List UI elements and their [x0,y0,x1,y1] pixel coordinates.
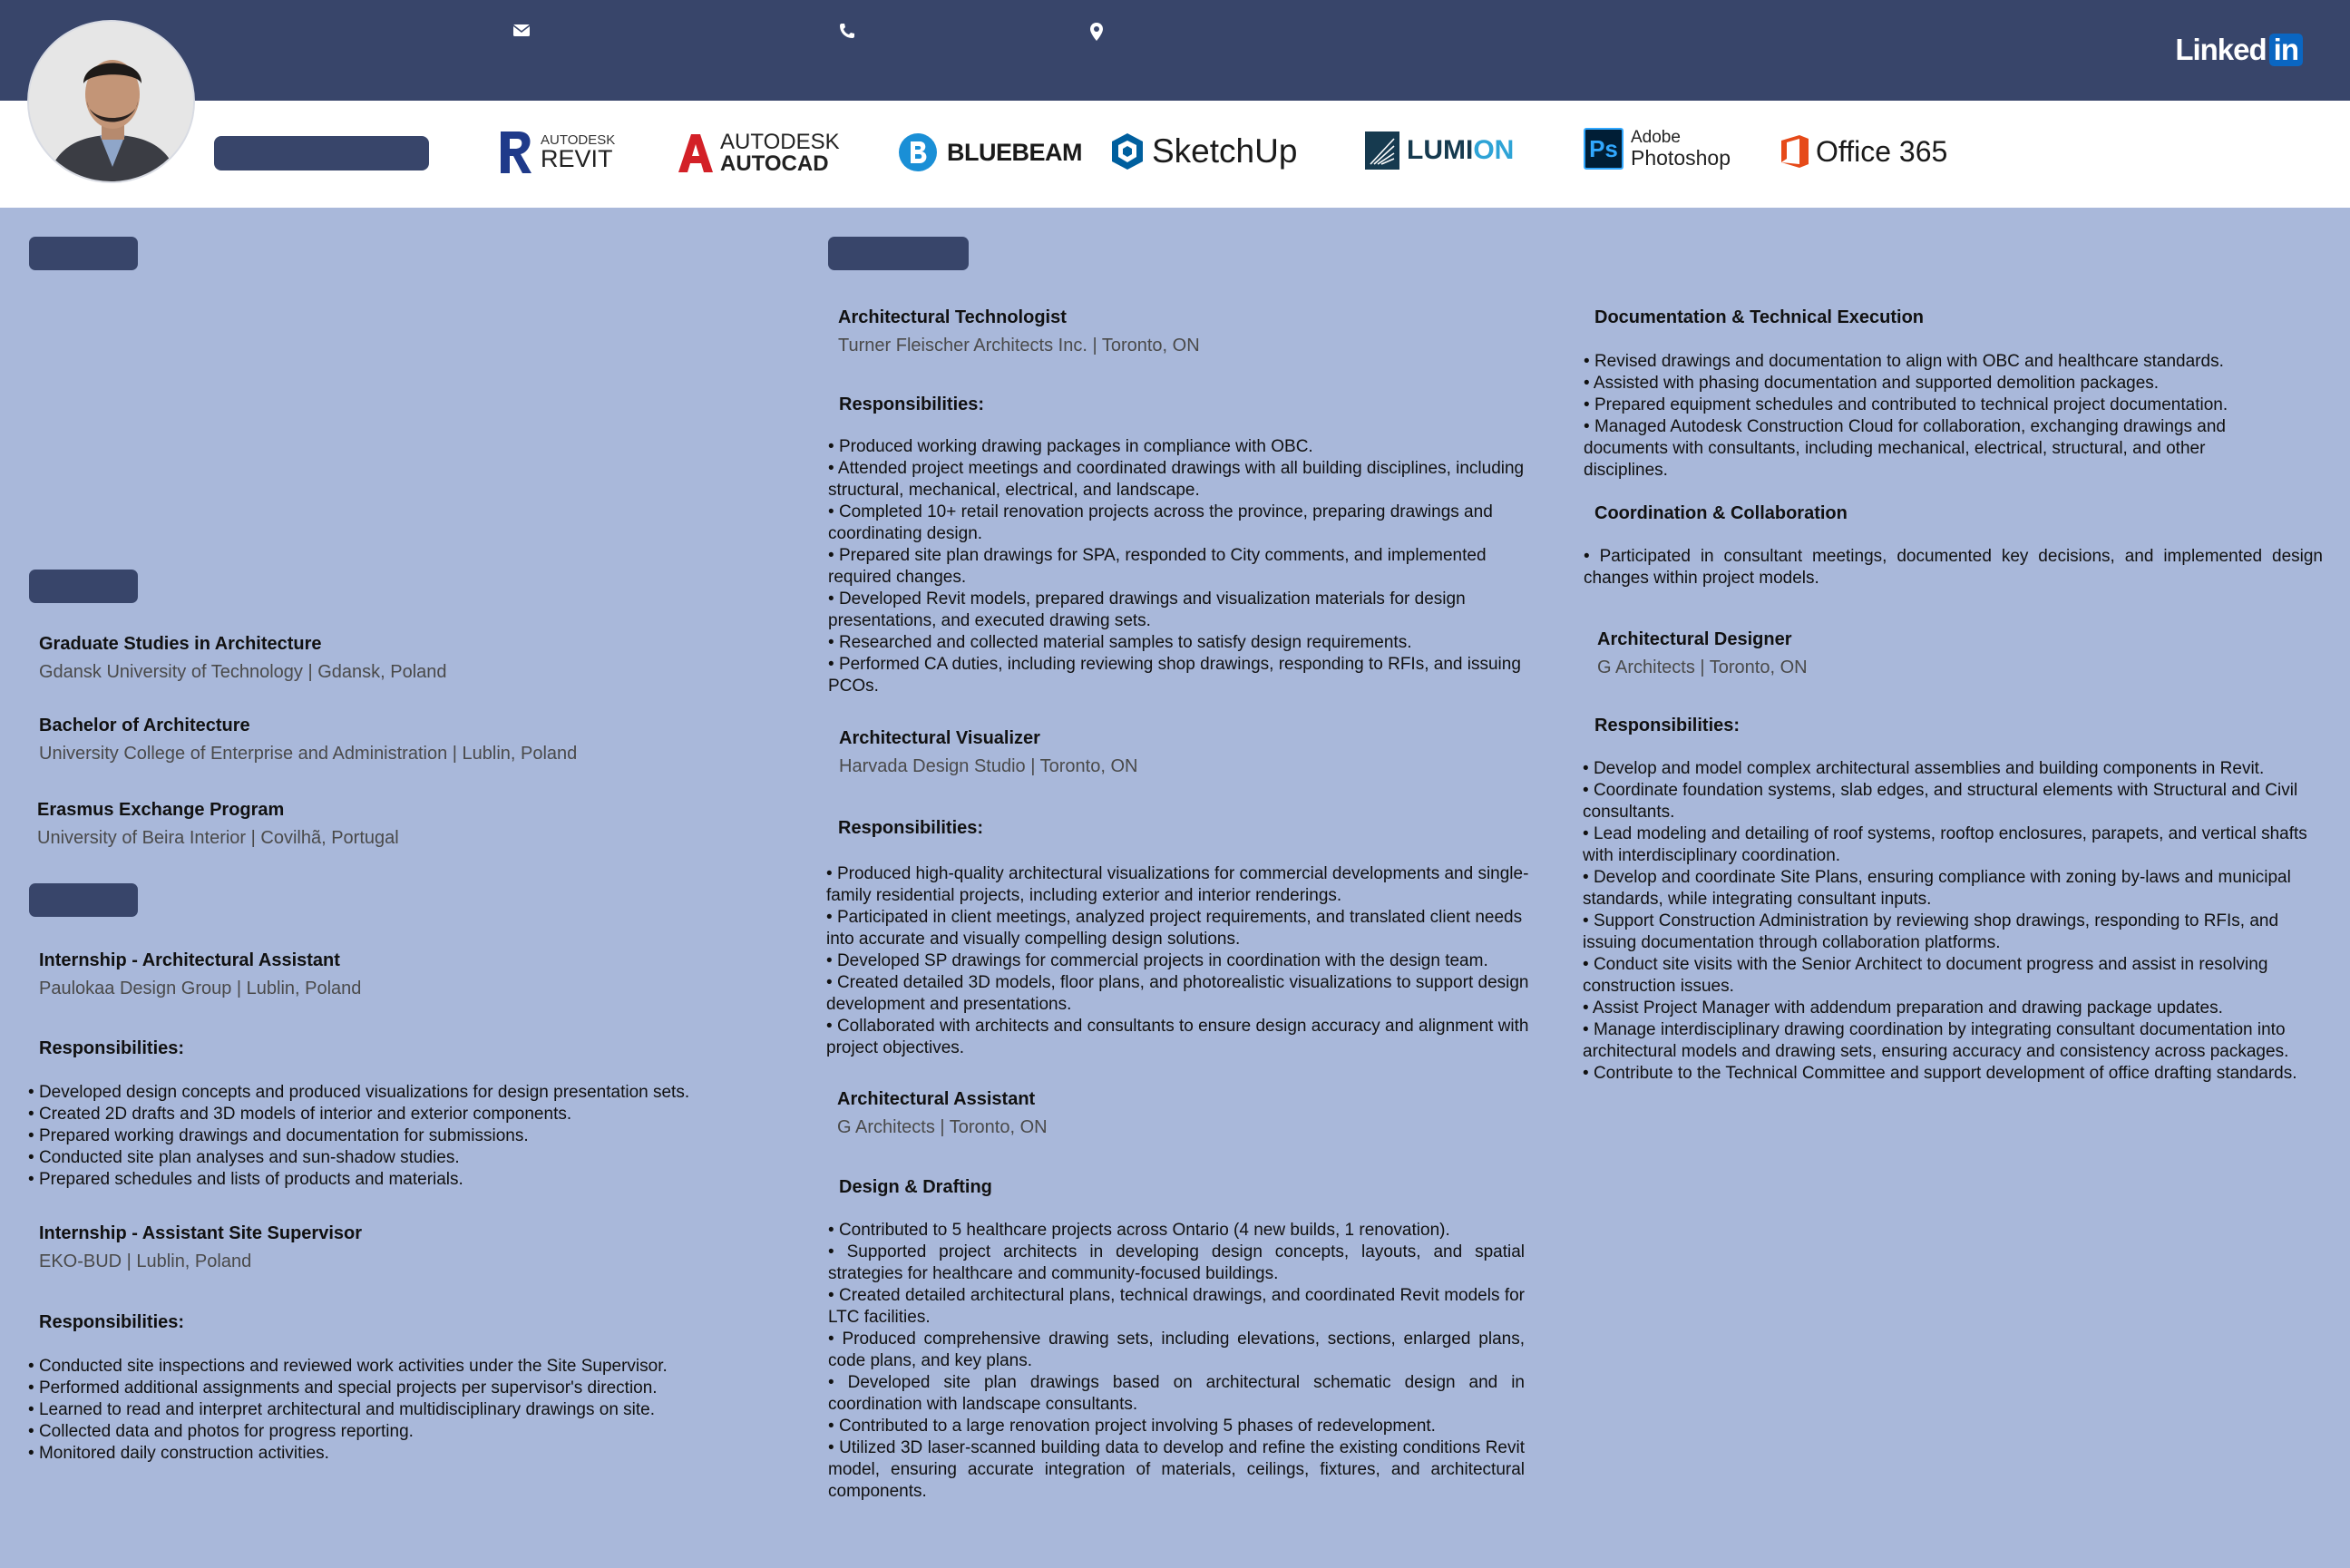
education-title: Bachelor of Architecture [39,716,250,735]
list-item: • Conducted site inspections and reviewed work activities under the Site Supervisor. [28,1356,790,1378]
section-subheading: Design & Drafting [839,1177,992,1197]
list-item: • Prepared working drawings and documentation for submissions. [28,1125,790,1147]
bluebeam-icon [898,132,938,172]
experience-entry [837,1089,1526,1138]
photoshop-line2: Photoshop [1631,145,1731,170]
list-item: • Developed site plan drawings based on architectural schematic design and in coordination with landscape consultants. [828,1372,1525,1416]
list-item: • Lead modeling and detailing of roof systems, rooftop enclosures, parapets, and vertical shafts with interdisciplinary coordination. [1583,823,2308,867]
experience-entry [839,728,1528,777]
section-heading-pill-experience [828,237,969,270]
list-item: • Produced high-quality architectural visualizations for commercial developments and single-family residential projects, including exterior and interior renderings. [826,863,1529,907]
job-company: EKO-BUD | Lublin, Poland [39,1251,252,1271]
education-sub: University College of Enterprise and Administration | Lublin, Poland [39,744,578,764]
experience-entry [1597,629,2287,678]
job-company: Harvada Design Studio | Toronto, ON [839,756,1138,776]
list-item: • Contributed to a large renovation project involving 5 phases of redevelopment. [828,1416,1525,1437]
autocad-logo [677,131,840,175]
section-heading-pill-internships [29,883,138,917]
lumion-icon [1365,131,1399,170]
section-subheading: Coordination & Collaboration [1594,503,1848,523]
section-heading-pill-left-top [29,237,138,270]
section-subheading: Documentation & Technical Execution [1594,307,1925,327]
list-item: • Completed 10+ retail renovation projects across the province, preparing drawings and coordinating design. [828,502,1526,545]
sketchup-label: SketchUp [1152,132,1298,170]
responsibilities-label: Responsibilities: [39,1312,185,1332]
photoshop-line1: Adobe [1631,127,1681,147]
education-sub: University of Beira Interior | Covilhã, Portugal [37,828,399,848]
bullet-list [1584,546,2323,589]
list-item: • Contribute to the Technical Committee and support development of office drafting standards. [1583,1063,2308,1085]
job-title: Architectural Assistant [837,1089,1036,1109]
internship-entry [39,950,783,999]
job-title: Internship - Assistant Site Supervisor [39,1223,363,1243]
email-icon[interactable] [512,22,531,38]
revit-logo [497,130,615,175]
sketchup-icon [1110,131,1145,171]
list-item: • Manage interdisciplinary drawing coordination by integrating consultant documentation into architectural models and drawing sets, ensuring accuracy and consistency across packages. [1583,1019,2308,1063]
name-banner [214,136,429,170]
list-item: • Monitored daily construction activities. [28,1443,790,1465]
list-item: • Support Construction Administration by reviewing shop drawings, responding to RFIs, and issuing documentation through collaboration platforms. [1583,911,2308,954]
job-company: G Architects | Toronto, ON [1597,657,1808,677]
lumion-logo [1365,131,1514,170]
list-item: • Developed Revit models, prepared drawings and visualization materials for design presentations, and executed drawing sets. [828,589,1526,632]
experience-entry [838,307,1527,356]
job-company: Turner Fleischer Architects Inc. | Toronto, ON [838,336,1200,355]
list-item: • Coordinate foundation systems, slab edges, and structural elements with Structural and Civil consultants. [1583,780,2308,823]
list-item: • Learned to read and interpret architectural and multidisciplinary drawings on site. [28,1399,790,1421]
list-item: • Contributed to 5 healthcare projects across Ontario (4 new builds, 1 renovation). [828,1220,1525,1242]
responsibilities-label: Responsibilities: [39,1038,185,1058]
photoshop-logo [1584,128,1731,170]
photoshop-badge: Ps [1584,128,1624,170]
revit-icon [497,130,535,175]
bullet-list [1584,351,2291,482]
job-title: Architectural Technologist [838,307,1067,327]
autocad-line1: AUTODESK [720,130,840,154]
office-label: Office 365 [1816,134,1948,168]
list-item: • Prepared site plan drawings for SPA, responded to City comments, and implemented required changes. [828,545,1526,589]
phone-icon[interactable] [838,22,856,40]
list-item: • Develop and coordinate Site Plans, ensuring compliance with zoning by-laws and municipal standards, while integrating consultant inputs. [1583,867,2308,911]
list-item: • Conduct site visits with the Senior Architect to document progress and assist in resolving construction issues. [1583,954,2308,998]
education-entry [39,716,783,765]
bluebeam-label: BLUEBEAM [947,138,1082,166]
education-title: Graduate Studies in Architecture [39,634,322,654]
list-item: • Created 2D drafts and 3D models of interior and exterior components. [28,1104,790,1125]
list-item: • Performed CA duties, including reviewing shop drawings, responding to RFIs, and issuing PCOs. [828,654,1526,697]
autocad-line2: AUTOCAD [720,151,829,176]
list-item: • Collected data and photos for progress reporting. [28,1421,790,1443]
job-title: Internship - Architectural Assistant [39,950,340,970]
sketchup-logo [1110,131,1297,171]
list-item: • Prepared schedules and lists of products and materials. [28,1169,790,1191]
list-item: • Utilized 3D laser-scanned building data to develop and refine the existing conditions Revit model, ensuring accurate integration of materials, ceilings, fixtures, and architectural components. [828,1437,1525,1503]
bullet-list [28,1082,790,1191]
list-item: • Performed additional assignments and special projects per supervisor's direction. [28,1378,790,1399]
bullet-list [828,436,1526,697]
linkedin-text: Linked [2175,33,2267,66]
list-item: • Revised drawings and documentation to align with OBC and healthcare standards. [1584,351,2291,373]
bullet-list [828,1220,1525,1503]
bullet-list [826,863,1529,1059]
revit-line1: AUTODESK [541,132,616,148]
section-heading-pill-education [29,570,138,603]
job-title: Architectural Visualizer [839,728,1040,748]
list-item: • Assisted with phasing documentation and supported demolition packages. [1584,373,2291,394]
list-item: • Developed SP drawings for commercial projects in coordination with the design team. [826,950,1529,972]
location-icon[interactable] [1088,22,1105,42]
job-title: Architectural Designer [1597,629,1792,649]
lumion-label-a: LUMI [1407,135,1474,165]
list-item: • Created detailed architectural plans, technical drawings, and coordinated Revit models for LTC facilities. [828,1285,1525,1329]
list-item: • Produced comprehensive drawing sets, including elevations, sections, enlarged plans, code plans, and key plans. [828,1329,1525,1372]
list-item: • Attended project meetings and coordinated drawings with all building disciplines, including structural, mechanical, electrical, and landscape. [828,458,1526,502]
education-entry [39,634,783,683]
header-bar [0,0,2350,101]
list-item: • Produced working drawing packages in compliance with OBC. [828,436,1526,458]
internship-entry [39,1223,783,1272]
linkedin-link[interactable] [2175,33,2303,67]
bullet-list [1583,758,2308,1085]
bluebeam-logo [898,132,1082,172]
responsibilities-label: Responsibilities: [838,818,984,838]
bullet-list [28,1356,790,1465]
list-item: • Prepared equipment schedules and contributed to technical project documentation. [1584,394,2291,416]
education-entry [37,800,781,849]
list-item: • Collaborated with architects and consultants to ensure design accuracy and alignment with project objectives. [826,1016,1529,1059]
revit-line2: REVIT [541,145,613,172]
office365-logo [1780,133,1947,170]
list-item: • Developed design concepts and produced visualizations for design presentation sets. [28,1082,790,1104]
responsibilities-label: Responsibilities: [839,394,985,414]
linkedin-badge: in [2269,34,2303,66]
office-icon [1780,133,1810,170]
education-sub: Gdansk University of Technology | Gdansk, Poland [39,662,447,682]
list-item: • Participated in consultant meetings, documented key decisions, and implemented design changes within project models. [1584,546,2323,589]
autocad-icon [677,132,713,174]
job-company: Paulokaa Design Group | Lublin, Poland [39,979,362,998]
list-item: • Managed Autodesk Construction Cloud for collaboration, exchanging drawings and documents with consultants, including mechanical, electrical, structural, and other disciplines. [1584,416,2291,482]
education-title: Erasmus Exchange Program [37,800,285,820]
list-item: • Supported project architects in developing design concepts, layouts, and spatial strategies for healthcare and community-focused buildings. [828,1242,1525,1285]
avatar [27,20,195,183]
list-item: • Conducted site plan analyses and sun-shadow studies. [28,1147,790,1169]
list-item: • Develop and model complex architectural assemblies and building components in Revit. [1583,758,2308,780]
list-item: • Created detailed 3D models, floor plans, and photorealistic visualizations to support design development and presentations. [826,972,1529,1016]
responsibilities-label: Responsibilities: [1594,716,1741,735]
list-item: • Assist Project Manager with addendum preparation and drawing package updates. [1583,998,2308,1019]
lumion-label-b: ON [1473,135,1515,165]
list-item: • Participated in client meetings, analyzed project requirements, and translated client needs into accurate and visually compelling design solutions. [826,907,1529,950]
job-company: G Architects | Toronto, ON [837,1117,1048,1137]
list-item: • Researched and collected material samples to satisfy design requirements. [828,632,1526,654]
